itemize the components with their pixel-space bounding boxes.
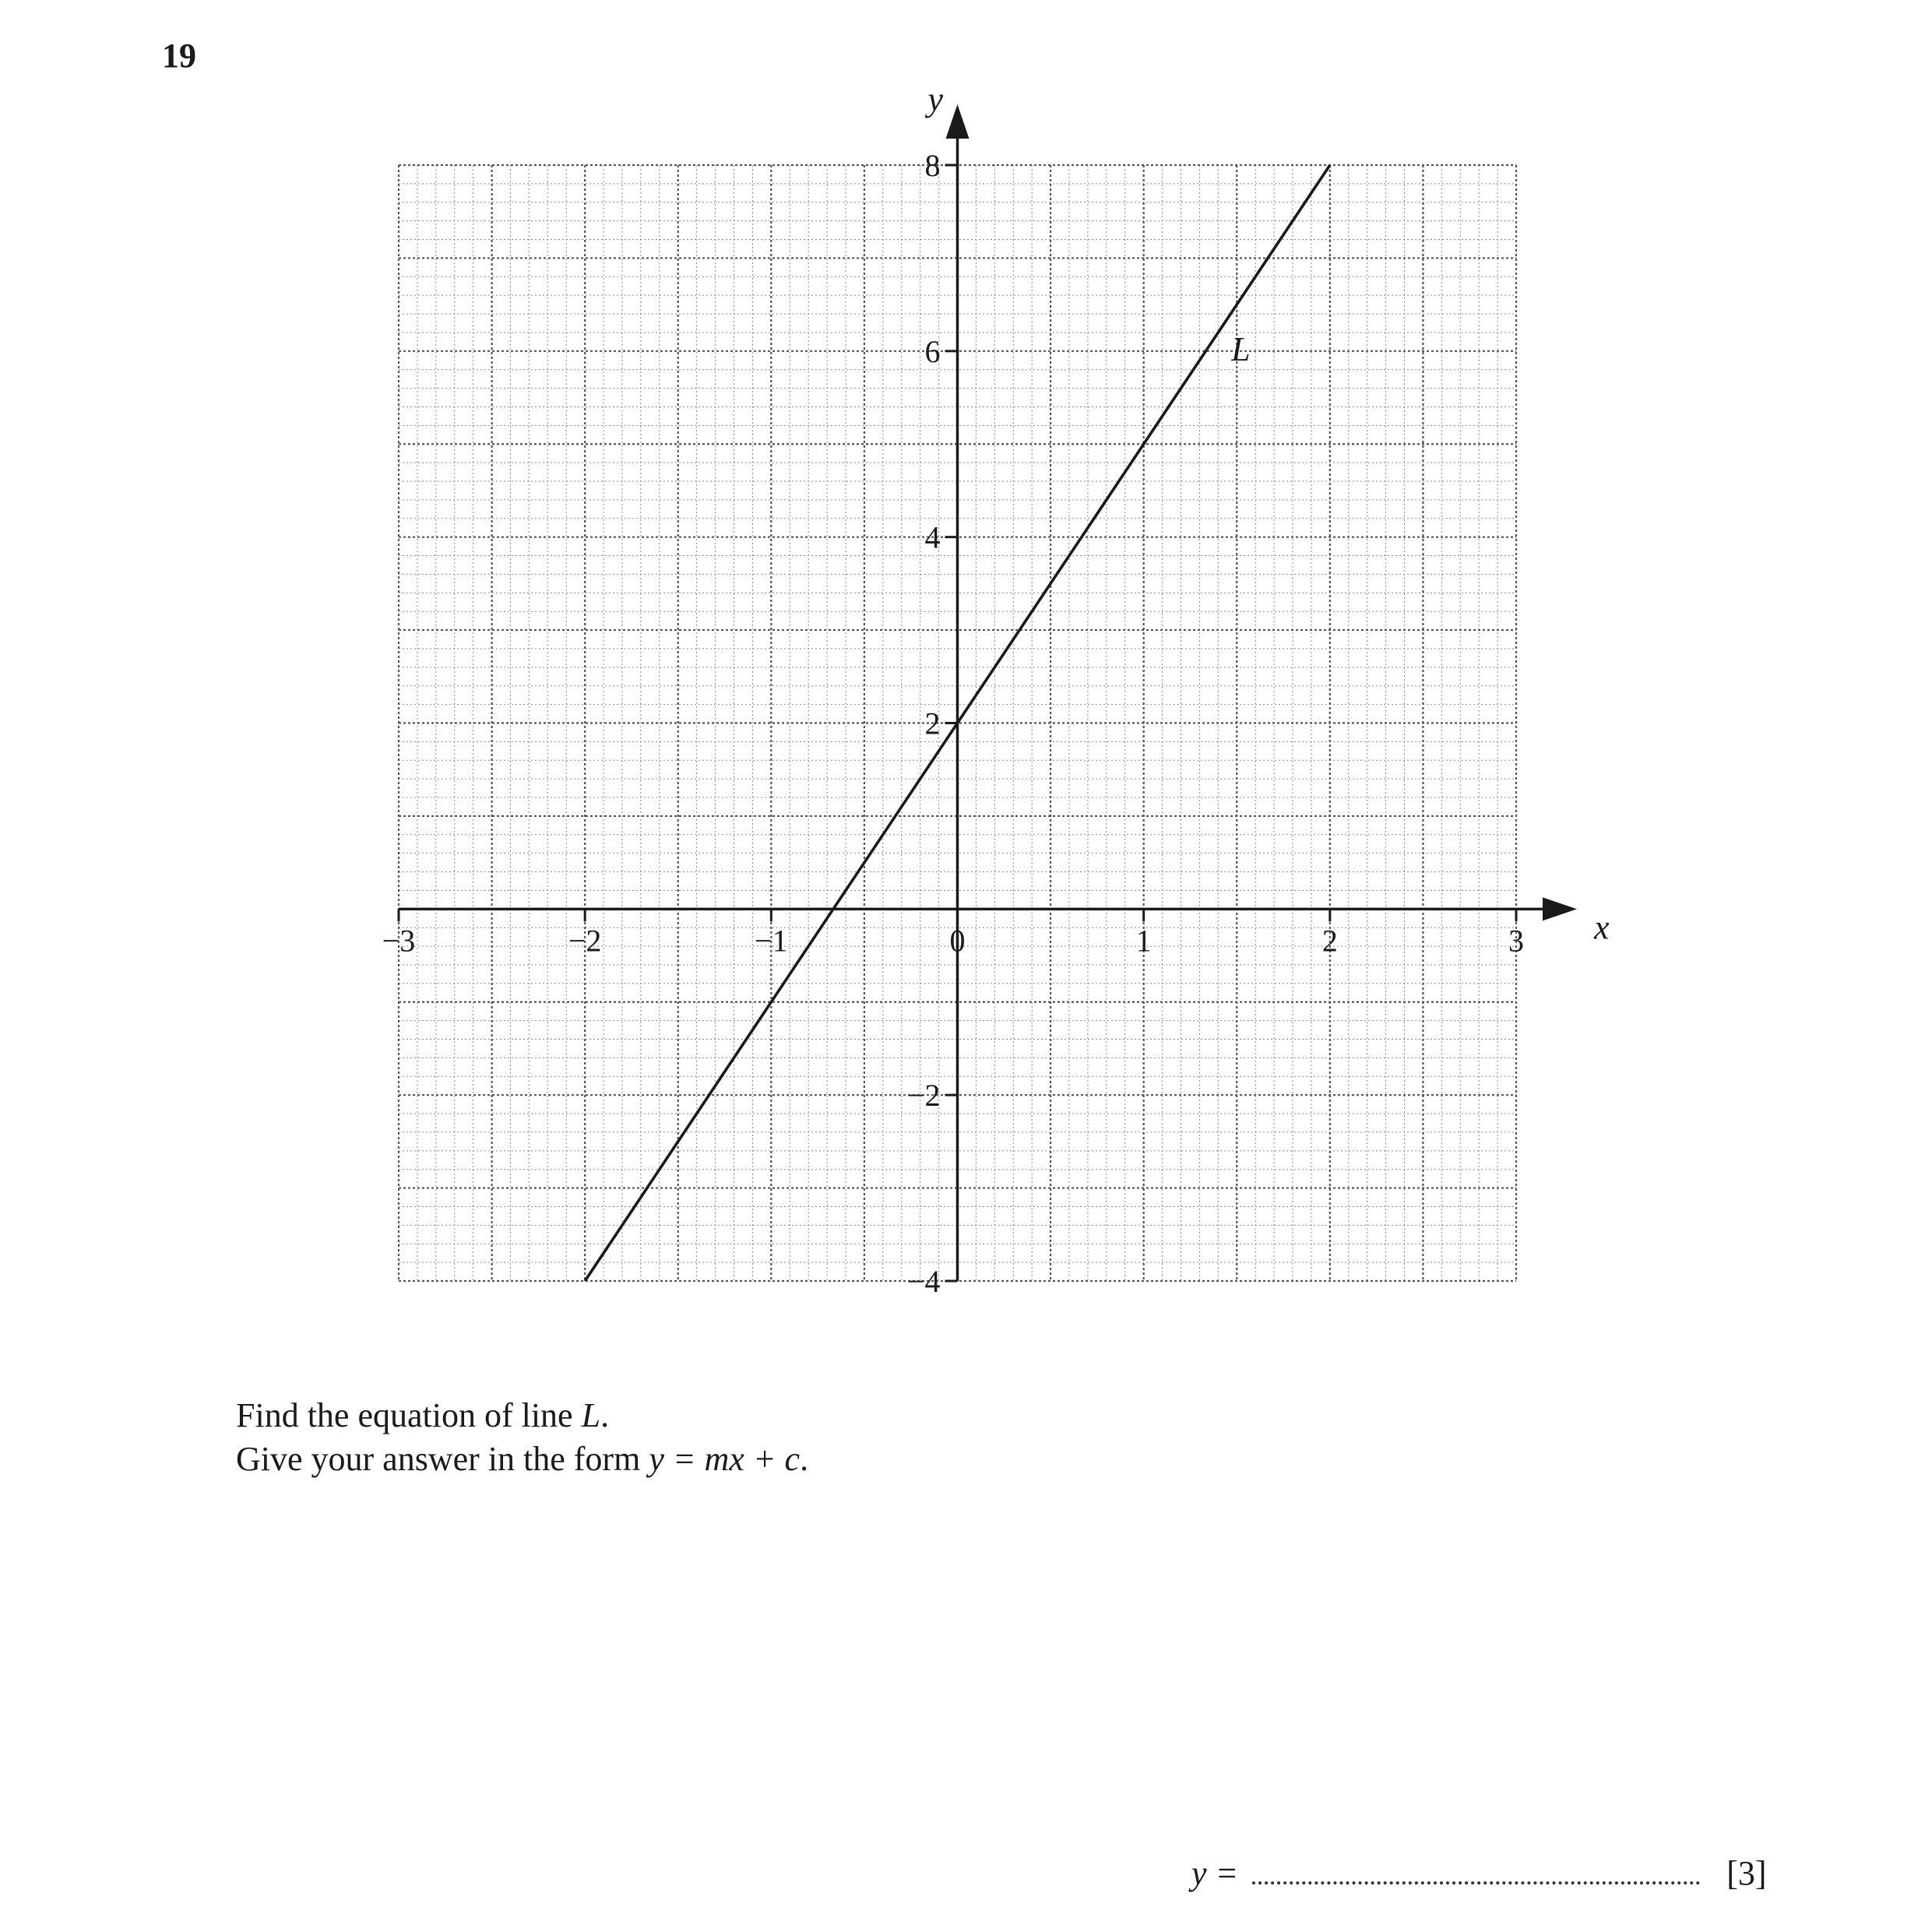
x-tick-label: −2 [568, 923, 602, 959]
y-axis-label: y [927, 80, 944, 118]
line-variable: L [581, 1396, 601, 1434]
y-tick-label: 6 [924, 333, 941, 369]
form-formula: y = mx + c [649, 1440, 801, 1478]
question-prompt-line1: Find the equation of line L. [236, 1396, 610, 1434]
answer-label: y = [1191, 1854, 1239, 1892]
question-number: 19 [162, 37, 196, 75]
marks: [3] [1726, 1854, 1767, 1892]
x-axis-label: x [1594, 908, 1610, 947]
x-tick-label: 3 [1508, 923, 1524, 959]
y-tick-label: 8 [924, 148, 941, 183]
y-tick-label: −2 [906, 1078, 941, 1114]
answer-area [1191, 1853, 1767, 1893]
x-tick-label: 2 [1321, 923, 1338, 959]
axes [399, 80, 1610, 1281]
y-tick-label: −4 [906, 1264, 941, 1299]
x-tick-label: 1 [1135, 923, 1152, 959]
question-prompt-line2: Give your answer in the form y = mx + c. [236, 1440, 809, 1478]
y-tick-label: 4 [924, 519, 941, 555]
series-label: L [1231, 329, 1251, 368]
answer-line[interactable] [1252, 1858, 1700, 1884]
x-tick-label: 0 [949, 923, 966, 959]
y-axis-arrow [946, 104, 970, 139]
y-tick-label: 2 [924, 706, 941, 741]
x-tick-label: −1 [755, 923, 788, 959]
x-tick-label: −3 [382, 923, 416, 959]
x-axis-arrow [1543, 897, 1577, 920]
